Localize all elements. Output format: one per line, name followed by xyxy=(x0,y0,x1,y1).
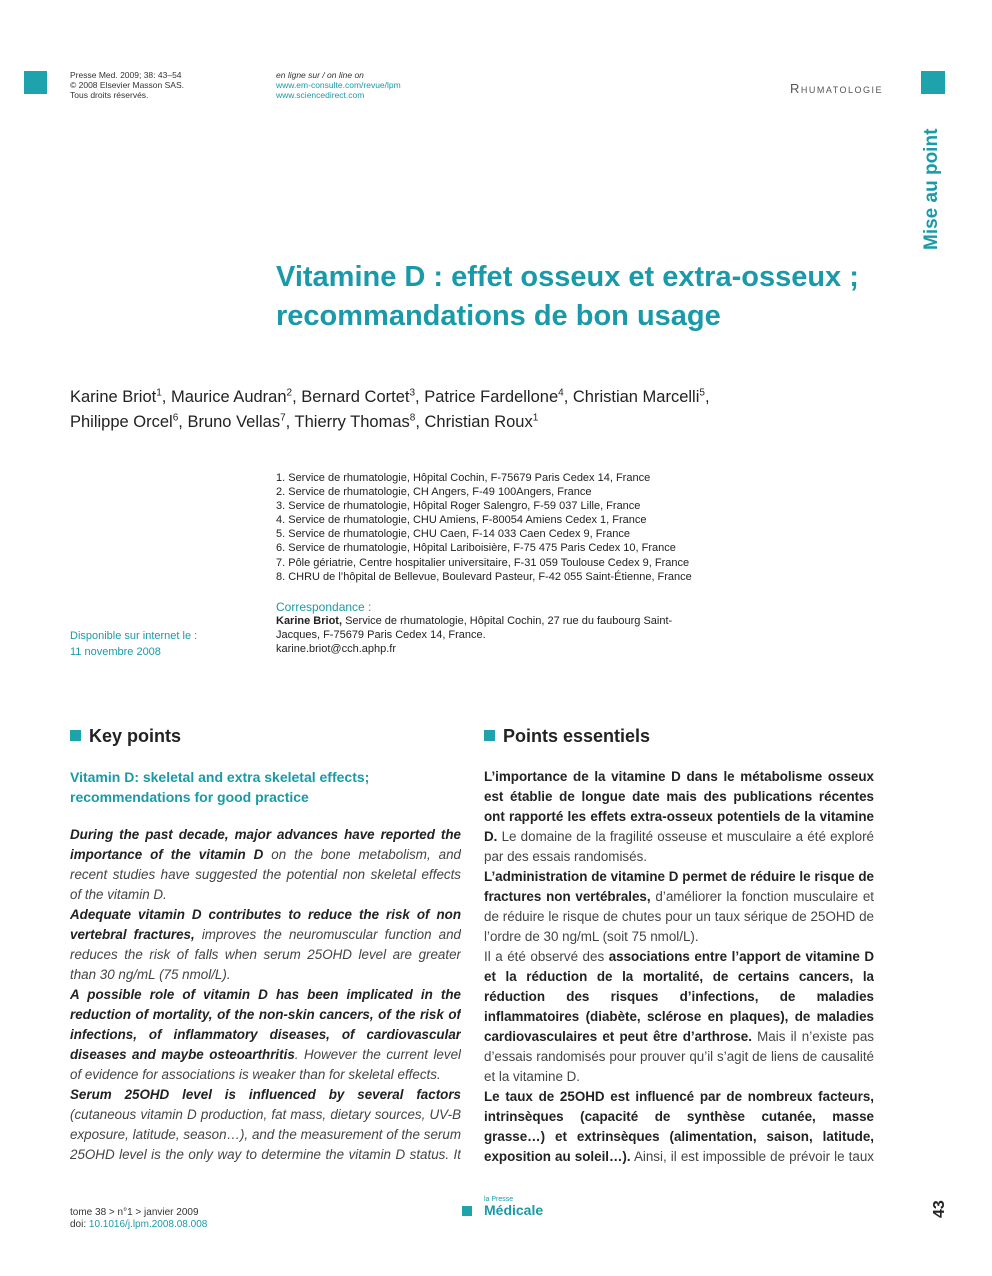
correspondance-label: Correspondance : xyxy=(276,600,372,614)
correspondance-address-1: Karine Briot, Service de rhumatologie, Hôpital Cochin, 27 rue du faubourg Saint- xyxy=(276,615,673,628)
issue-info: tome 38 > n°1 > janvier 2009 xyxy=(70,1207,199,1218)
correspondance-name: Karine Briot, xyxy=(276,615,343,628)
correspondance-email[interactable]: karine.briot@cch.aphp.fr xyxy=(276,643,397,656)
journal-logo xyxy=(462,1196,572,1222)
logo-square-icon xyxy=(462,1206,472,1216)
footer-issue-info xyxy=(70,1207,207,1231)
logo-big-text: Médicale xyxy=(484,1202,544,1218)
key-points-subtitle: Vitamin D: skeletal and extra skeletal effects; recommendations for good practice xyxy=(70,769,370,805)
affiliation: 6. Service de rhumatologie, Hôpital Lariboisière, F-75 475 Paris Cedex 10, France xyxy=(276,542,676,555)
author: Thierry Thomas$^8$, xyxy=(294,412,425,431)
logo-small-text: la Presse xyxy=(484,1196,514,1203)
url-emconsulte[interactable]: www.em-consulte.com/revue/lpm xyxy=(276,80,401,90)
author: Patrice Fardellone$^4$, xyxy=(424,387,573,406)
paragraph: L’importance de la vitamine D dans le métabolisme osseux est établie de longue date mais des publications récentes ont rapporté les effets extra-osseux potentiels de la vitamine D. Le domaine de la fragilité osseuse et musculaire a été exploré par des essais randomisés. xyxy=(484,769,874,864)
author: Bruno Vellas$^7$, xyxy=(187,412,295,431)
correspondance xyxy=(276,600,696,656)
paragraph: Serum 25OHD level is influenced by several factors (cutaneous vitamin D production, fat mass, dietary sources, UV-B exposure, latitude, season…), and the measurement of the serum 25OHD level is the only way to determine the vitamin D status. It xyxy=(70,1087,461,1162)
paragraph: A possible role of vitamin D has been implicated in the reduction of mortality, of the non-skin cancers, of the risk of infections, of inflammatory diseases, of cardiovascular diseases and maybe osteoarthritis. However the current level of evidence for associations is weaker than for skeletal effects. xyxy=(70,987,461,1082)
page-number: 43 xyxy=(931,1200,948,1218)
key-points-heading: Key points xyxy=(70,726,181,747)
section-label: Rhumatologie xyxy=(790,81,884,96)
availability xyxy=(70,628,197,660)
title-line-1: Vitamine D : effet osseux et extra-osseux ; xyxy=(276,261,859,293)
paragraph: Adequate vitamin D contributes to reduce the risk of non vertebral fractures, improves the neuromuscular function and reduces the risk of falls when serum 25OHD level are greater than 30 ng/mL (75 nmol/L). xyxy=(70,907,461,982)
heading-square-icon xyxy=(70,730,81,741)
author: Christian Marcelli$^5$, xyxy=(572,387,710,406)
affiliation: 7. Pôle gériatrie, Centre hospitalier universitaire, F-31 059 Toulouse Cedex 9, France xyxy=(276,556,690,569)
author: Bernard Cortet$^3$, xyxy=(301,387,425,406)
corner-square-left xyxy=(24,71,47,94)
affiliation: 8. CHRU de l’hôpital de Bellevue, Boulevard Pasteur, F-42 055 Saint-Étienne, France xyxy=(276,570,692,583)
journal-info xyxy=(70,70,184,100)
title-line-2: recommandations de bon usage xyxy=(276,300,721,332)
author: Maurice Audran$^2$, xyxy=(170,387,302,406)
author-line-2 xyxy=(70,408,730,434)
correspondance-address-2: Jacques, F-75679 Paris Cedex 14, France. xyxy=(276,629,486,642)
affiliation: 4. Service de rhumatologie, CHU Amiens, F-80054 Amiens Cedex 1, France xyxy=(276,514,647,527)
paragraph: Il a été observé des associations entre l’apport de vitamine D et la réduction de la mortalité, de certains cancers, la réduction des risques d’infections, de maladies inflammatoires (diabète, sclérose en plaques), de maladies cardiovasculaires et peut être d’arthrose. Mais il n’existe pas d’essais randomisés pour prouver qu’il s’agit de liens de causalité et la vitamine D. xyxy=(484,949,874,1084)
doi-line: doi: 10.1016/j.lpm.2008.08.008 xyxy=(70,1219,208,1230)
online-info xyxy=(276,70,401,100)
author: Christian Roux$^1$ xyxy=(424,412,539,431)
affiliations xyxy=(276,471,896,584)
doi-link[interactable]: 10.1016/j.lpm.2008.08.008 xyxy=(88,1219,208,1230)
journal-ref: Presse Med. 2009; 38: 43–54 xyxy=(70,70,182,80)
corner-square-right xyxy=(921,71,945,94)
article-title xyxy=(276,258,896,336)
affiliation: 2. Service de rhumatologie, CH Angers, F-49 100Angers, France xyxy=(276,486,592,499)
heading-square-icon xyxy=(484,730,495,741)
author: Philippe Orcel$^6$, xyxy=(70,412,188,431)
paragraph: L’administration de vitamine D permet de réduire le risque de fractures non vertébrales, d’améliorer la fonction musculaire et de réduire le risque de chutes pour un taux sérique de 25OHD de l’ordre de 30 ng/mL (soit 75 nmol/L). xyxy=(484,869,874,944)
affiliation: 5. Service de rhumatologie, CHU Caen, F-14 033 Caen Cedex 9, France xyxy=(276,528,631,541)
key-points-body xyxy=(70,825,461,1167)
online-label: en ligne sur / on line on xyxy=(276,70,364,80)
rights: Tous droits réservés. xyxy=(70,90,149,100)
author-line-1 xyxy=(70,382,730,408)
points-essentiels-heading: Points essentiels xyxy=(484,726,650,747)
points-essentiels-body xyxy=(484,767,874,1167)
side-label: Mise au point xyxy=(921,128,942,250)
affiliation: 3. Service de rhumatologie, Hôpital Roger Salengro, F-59 037 Lille, France xyxy=(276,500,641,513)
copyright: © 2008 Elsevier Masson SAS. xyxy=(70,80,184,90)
url-sciencedirect[interactable]: www.sciencedirect.com xyxy=(276,90,365,100)
paragraph: Le taux de 25OHD est influencé par de nombreux facteurs, intrinsèques (capacité de synthèse cutanée, masse grasse…) et extrinsèques (alimentation, saison, latitude, exposition au soleil…). Ainsi, il est impossible de prévoir le taux xyxy=(484,1089,874,1164)
affiliation: 1. Service de rhumatologie, Hôpital Cochin, F-75679 Paris Cedex 14, France xyxy=(276,472,651,484)
available-label: Disponible sur internet le : xyxy=(70,630,198,642)
author-list xyxy=(70,382,730,433)
available-date: 11 novembre 2008 xyxy=(70,646,161,658)
author: Karine Briot$^1$, xyxy=(70,387,171,406)
paragraph: During the past decade, major advances have reported the importance of the vitamin D on the bone metabolism, and recent studies have suggested the potential non skeletal effects of the vitamin D. xyxy=(70,827,461,902)
